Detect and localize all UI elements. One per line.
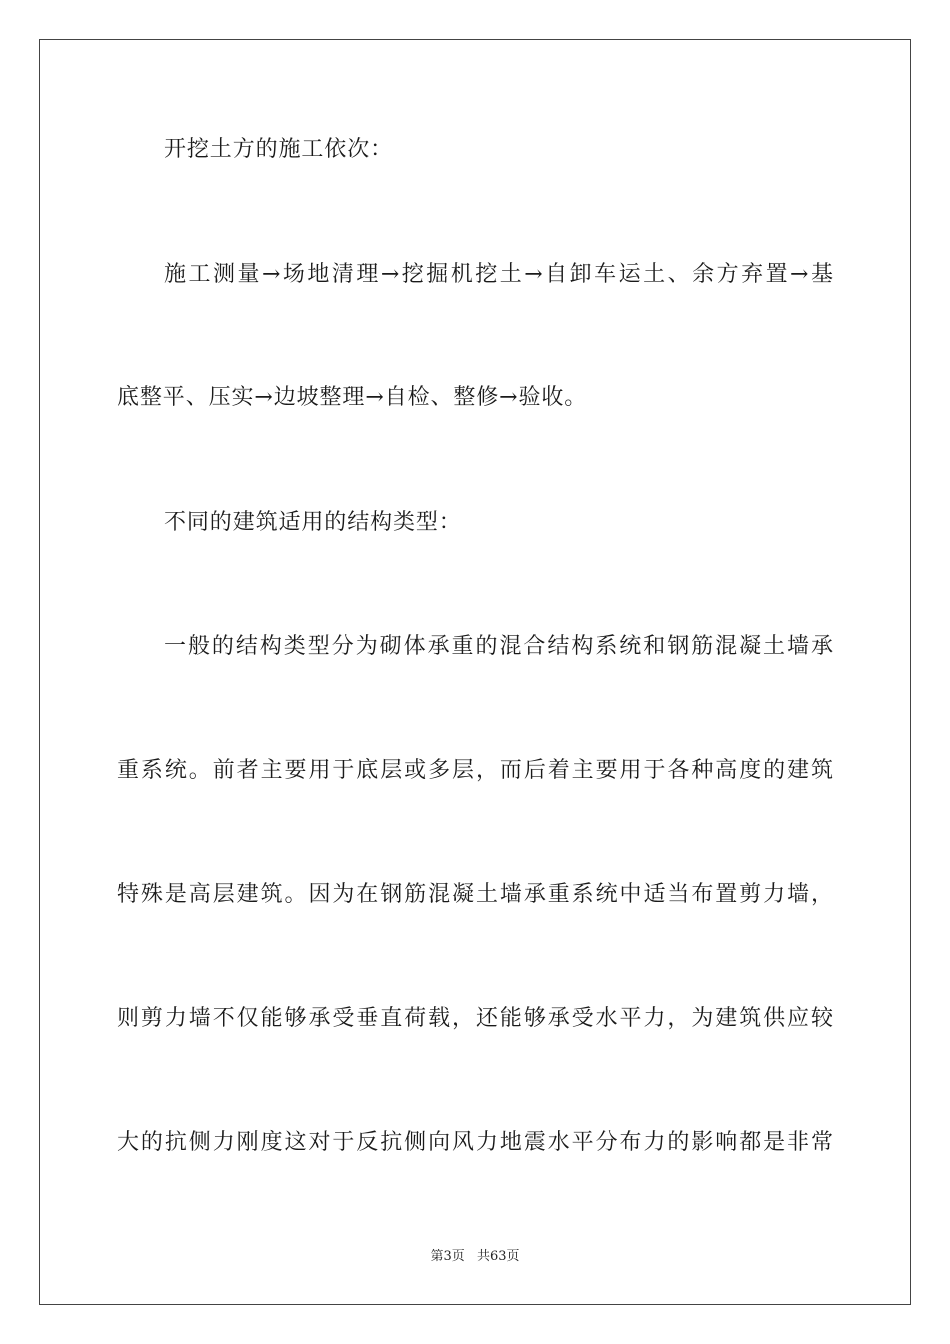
paragraph-line: 底整平、压实→边坡整理→自检、整修→验收。 bbox=[117, 385, 588, 410]
page-total: 共63页 bbox=[476, 1249, 520, 1264]
page-number: 第3页 bbox=[430, 1249, 465, 1264]
paragraph-line: 施工测量→场地清理→挖掘机挖土→自卸车运土、余方弃置→基 bbox=[164, 262, 833, 287]
paragraph-line: 大的抗侧力刚度这对于反抗侧向风力地震水平分布力的影响都是非常 bbox=[117, 1130, 833, 1155]
paragraph-line: 则剪力墙不仅能够承受垂直荷载，还能够承受水平力，为建筑供应较 bbox=[117, 1006, 833, 1031]
page-border bbox=[39, 39, 911, 1305]
paragraph-line: 特殊是高层建筑。因为在钢筋混凝土墙承重系统中适当布置剪力墙， bbox=[117, 882, 833, 907]
heading-excavation-sequence: 开挖土方的施工依次： bbox=[164, 137, 394, 162]
page-footer bbox=[0, 1248, 950, 1266]
heading-structure-types: 不同的建筑适用的结构类型： bbox=[164, 510, 462, 535]
paragraph-line: 重系统。前者主要用于底层或多层，而后着主要用于各种高度的建筑 bbox=[117, 758, 833, 783]
paragraph-line: 一般的结构类型分为砌体承重的混合结构系统和钢筋混凝土墙承 bbox=[164, 634, 833, 659]
